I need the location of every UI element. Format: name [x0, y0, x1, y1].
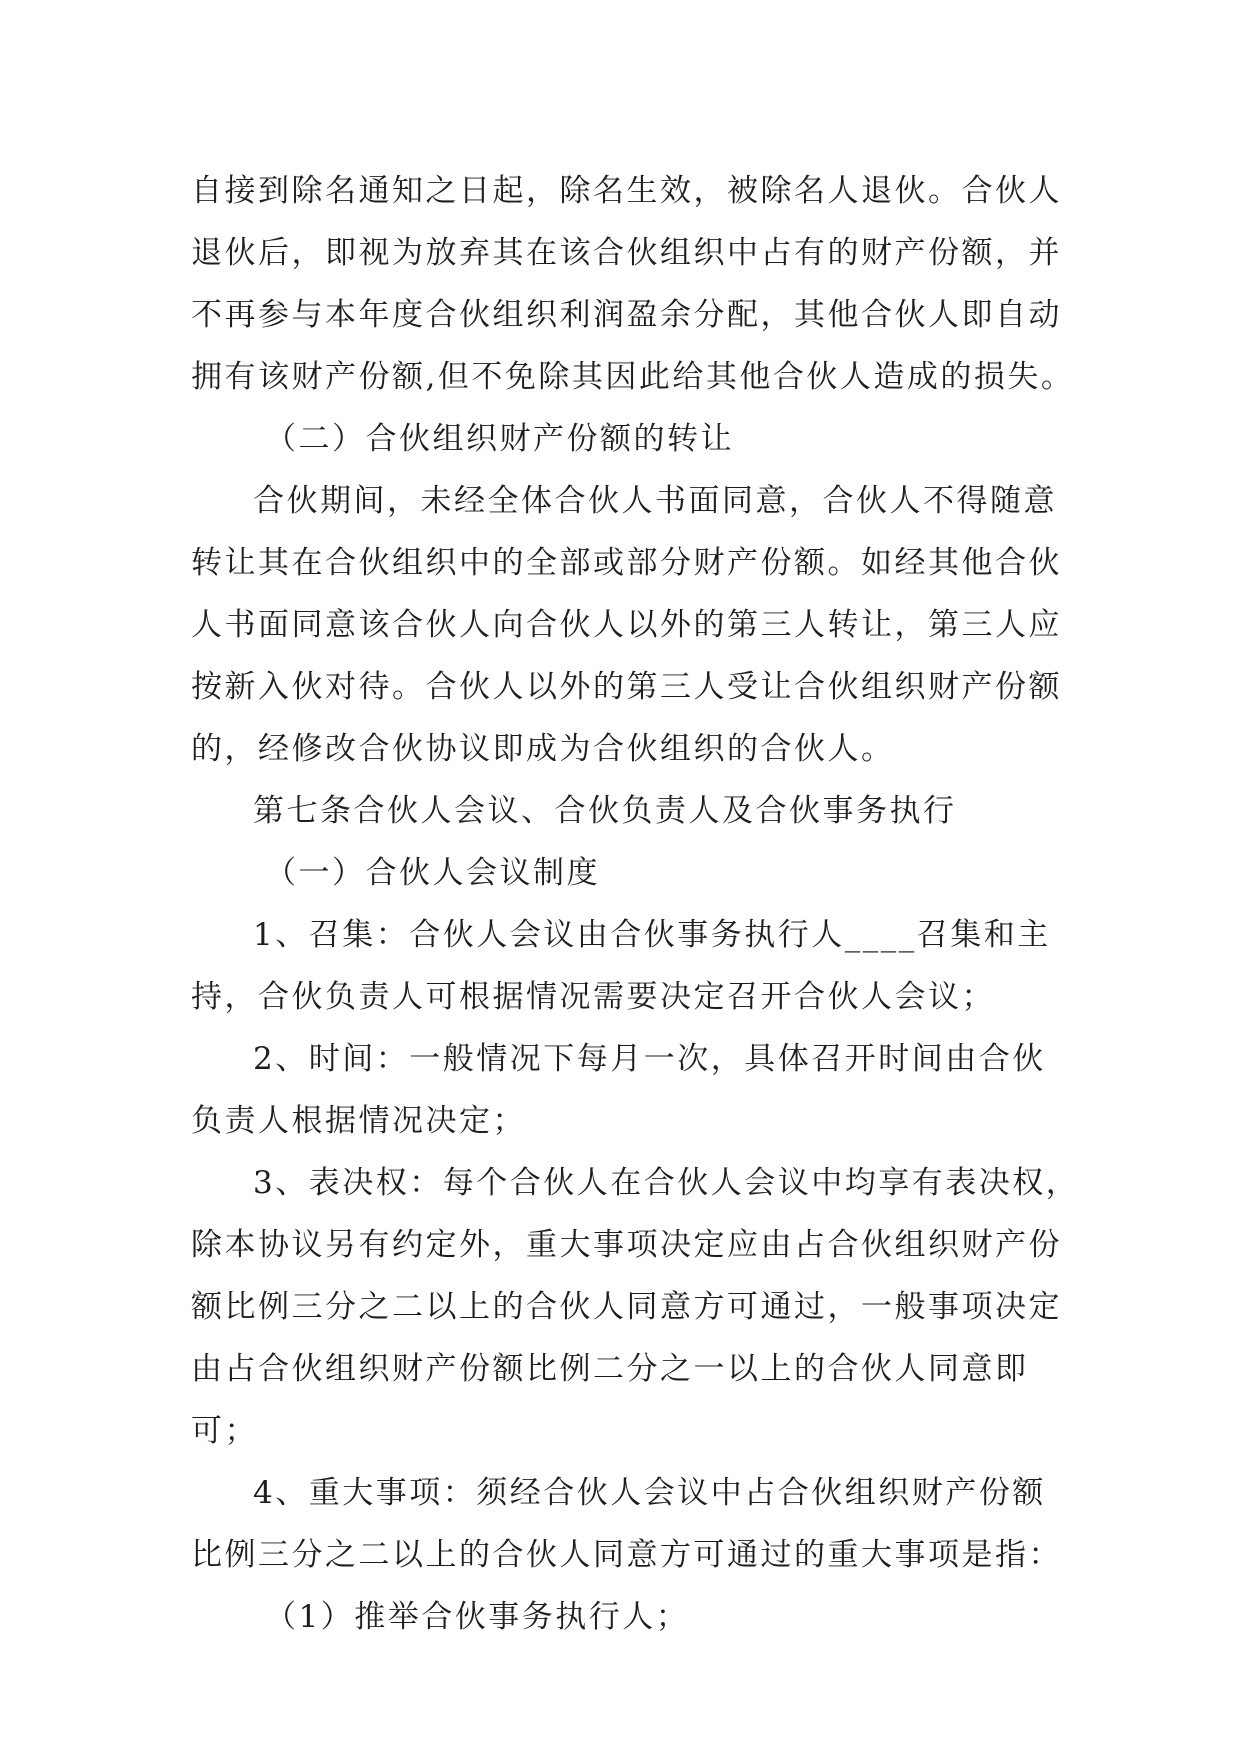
sub-list-item: （1）推举合伙事务执行人； — [265, 1599, 690, 1635]
body-text-line: 可； — [191, 1413, 258, 1449]
paragraph-first-line: 合伙期间，未经全体合伙人书面同意，合伙人不得随意 — [253, 483, 1057, 519]
body-text-line: 持，合伙负责人可根据情况需要决定召开合伙人会议； — [191, 979, 995, 1015]
body-text-line: 自接到除名通知之日起，除名生效，被除名人退伙。合伙人 — [191, 173, 1062, 209]
list-item-first-line: 4、重大事项：须经合伙人会议中占合伙组织财产份额 — [253, 1475, 1046, 1511]
article-heading: 第七条合伙人会议、合伙负责人及合伙事务执行 — [253, 793, 957, 829]
body-text-line: 不再参与本年度合伙组织利润盈余分配，其他合伙人即自动 — [191, 297, 1062, 333]
body-text-line: 负责人根据情况决定； — [191, 1103, 526, 1139]
list-item-first-line: 2、时间：一般情况下每月一次，具体召开时间由合伙 — [253, 1041, 1046, 1077]
body-text-line: 的，经修改合伙协议即成为合伙组织的合伙人。 — [191, 731, 895, 767]
body-text-line: 转让其在合伙组织中的全部或部分财产份额。如经其他合伙 — [191, 545, 1062, 581]
section-heading: （二）合伙组织财产份额的转让 — [265, 421, 734, 457]
body-text-line: 比例三分之二以上的合伙人同意方可通过的重大事项是指： — [191, 1537, 1062, 1573]
body-text-line: 由占合伙组织财产份额比例二分之一以上的合伙人同意即 — [191, 1351, 1029, 1387]
section-heading: （一）合伙人会议制度 — [265, 855, 600, 891]
document-body — [191, 160, 1080, 1648]
body-text-line: 额比例三分之二以上的合伙人同意方可通过，一般事项决定 — [191, 1289, 1062, 1325]
list-item-first-line: 1、召集：合伙人会议由合伙事务执行人____召集和主 — [253, 917, 1051, 953]
body-text-line: 拥有该财产份额,但不免除其因此给其他合伙人造成的损失。 — [191, 359, 1075, 395]
body-text-line: 除本协议另有约定外，重大事项决定应由占合伙组织财产份 — [191, 1227, 1062, 1263]
body-text-line: 人书面同意该合伙人向合伙人以外的第三人转让，第三人应 — [191, 607, 1062, 643]
body-text-line: 退伙后，即视为放弃其在该合伙组织中占有的财产份额，并 — [191, 235, 1062, 271]
list-item-first-line: 3、表决权：每个合伙人在合伙人会议中均享有表决权， — [253, 1165, 1080, 1201]
body-text-line: 按新入伙对待。合伙人以外的第三人受让合伙组织财产份额 — [191, 669, 1062, 705]
